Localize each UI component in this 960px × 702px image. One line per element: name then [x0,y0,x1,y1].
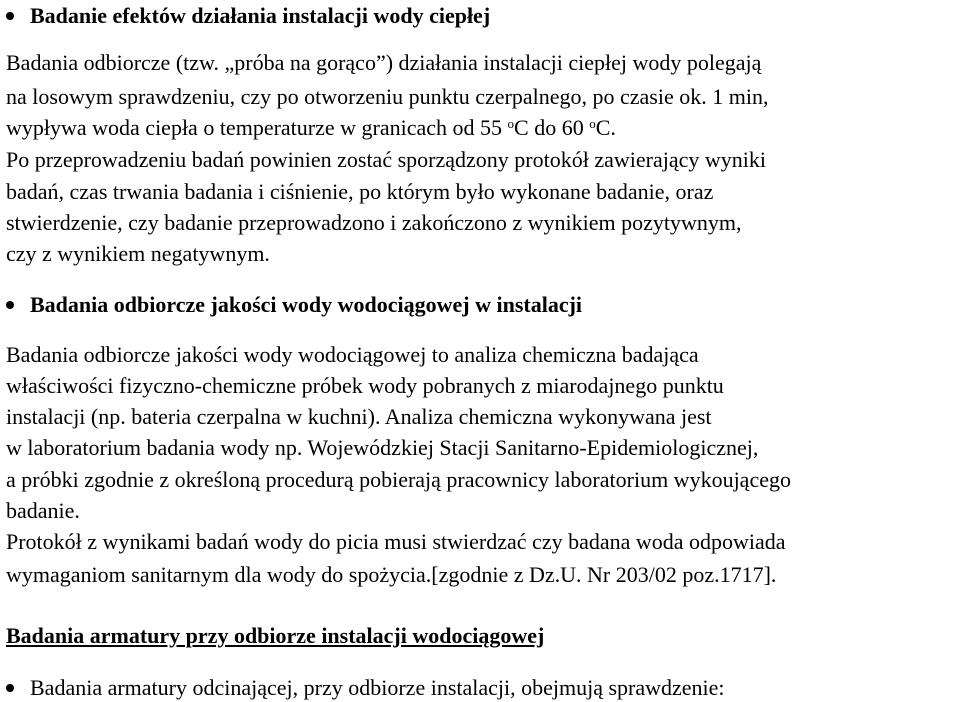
section2-line-7: Protokół z wynikami badań wody do picia musi stwierdzać czy badana woda odpowiada [6,529,786,554]
section2-line-8: wymaganiom sanitarnym dla wody do spożycia.[zgodnie z Dz.U. Nr 203/02 poz.1717]. [6,562,777,587]
bullet-icon [6,674,30,702]
section1-line-4: Po przeprowadzeniu badań powinien zostać sporządzony protokół zawierający wyniki [6,147,766,172]
section1-line-6: stwierdzenie, czy badanie przeprowadzono i zakończono z wynikiem pozytywnym, [6,210,742,235]
section2-heading [6,291,582,319]
section1-line-3 [6,114,616,142]
section3-bullet-text: Badania armatury odcinającej, przy odbiorze instalacji, obejmują sprawdzenie: [30,675,725,700]
section2-line-3: instalacji (np. bateria czerpalna w kuchni). Analiza chemiczna wykonywana jest [6,404,712,429]
bullet-icon [6,2,30,30]
section2-line-1: Badania odbiorcze jakości wody wodociągowej to analiza chemiczna badająca [6,342,699,367]
section2-line-2: właściwości fizyczno-chemiczne próbek wody pobranych z miarodajnego punktu [6,373,724,398]
section1-line-1: Badania odbiorcze (tzw. „próba na gorąco”) działania instalacji ciepłej wody polegają [6,50,762,75]
section1-line-2: na losowym sprawdzeniu, czy po otworzeniu punktu czerpalnego, po czasie ok. 1 min, [6,84,769,109]
temp-text-start: wypływa woda ciepła o temperaturze w granicach od 55 [6,115,508,140]
section1-line-5: badań, czas trwania badania i ciśnienie, po którym było wykonane badanie, oraz [6,179,714,204]
section3-bullet-item [6,674,725,702]
section2-line-4: w laboratorium badania wody np. Wojewódzkiej Stacji Sanitarno-Epidemiologicznej, [6,435,759,460]
section2-line-6: badanie. [6,498,80,523]
degree-sup-1: o [507,116,515,131]
section1-heading [6,2,490,30]
temp-text-end: C. [595,115,616,140]
degree-sup-2: o [589,116,596,131]
temp-text-middle: C do 60 [514,115,590,140]
bullet-icon [6,291,30,319]
section2-heading-text: Badania odbiorcze jakości wody wodociągowej w instalacji [30,292,583,317]
section2-line-5: a próbki zgodnie z określoną procedurą pobierają pracownicy laboratorium wykoującego [6,467,791,492]
section1-line-7: czy z wynikiem negatywnym. [6,241,270,266]
section3-heading: Badania armatury przy odbiorze instalacji wodociągowej [6,623,545,648]
section1-heading-text: Badanie efektów działania instalacji wody ciepłej [30,3,491,28]
